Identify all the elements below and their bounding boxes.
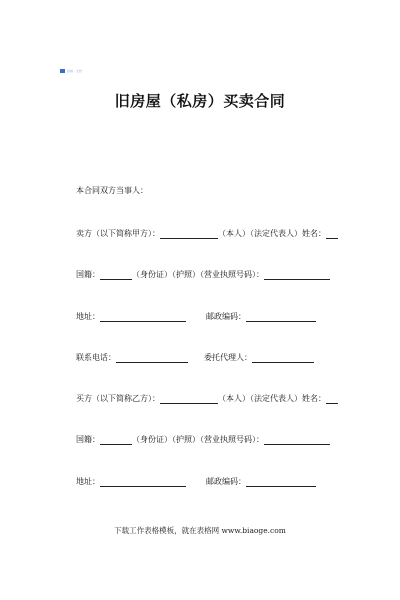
seller-name-blank[interactable]: [160, 230, 218, 239]
buyer-address-label: 地址：: [76, 477, 100, 486]
intro-line: [76, 186, 148, 196]
seller-address-line: [76, 312, 316, 322]
buyer-suffix: （本人）（法定代表人）姓名：: [218, 394, 326, 403]
buyer-rep-name-blank[interactable]: [326, 395, 338, 404]
seller-address-blank[interactable]: [100, 313, 186, 322]
page-footer: 下载工作表格模板，就在表格网 www.biaoge.com: [114, 526, 286, 535]
seller-postcode-label: 邮政编码：: [206, 312, 246, 321]
seller-id-line: [76, 270, 330, 280]
seller-agent-blank[interactable]: [252, 354, 314, 363]
seller-agent-label: 委托代理人：: [204, 353, 252, 362]
seller-phone-blank[interactable]: [116, 354, 188, 363]
seller-postcode-blank[interactable]: [246, 313, 316, 322]
seller-label: 卖方（以下简称甲方）：: [76, 229, 160, 238]
buyer-address-line: [76, 477, 316, 487]
buyer-id-line: [76, 435, 330, 445]
seller-address-label: 地址：: [76, 312, 100, 321]
buyer-name-blank[interactable]: [160, 395, 218, 404]
buyer-nationality-label: 国籍：: [76, 435, 100, 444]
seller-phone-label: 联系电话：: [76, 353, 116, 362]
seller-nationality-label: 国籍：: [76, 270, 100, 279]
intro-text: 本合同双方当事人：: [76, 186, 148, 195]
seller-line: [76, 229, 338, 239]
buyer-nationality-blank[interactable]: [100, 436, 132, 445]
buyer-address-blank[interactable]: [100, 478, 186, 487]
seller-nationality-blank[interactable]: [100, 271, 132, 280]
seller-contact-line: [76, 353, 314, 363]
document-title: 旧房屋（私房）买卖合同: [114, 92, 286, 110]
logo: [60, 68, 82, 74]
seller-id-types: （身份证）（护照）（营业执照号码）：: [132, 270, 264, 279]
seller-id-number-blank[interactable]: [264, 271, 330, 280]
buyer-postcode-blank[interactable]: [246, 478, 316, 487]
logo-text: 标格 · 文档: [67, 69, 82, 73]
logo-icon: [60, 69, 65, 73]
buyer-line: [76, 394, 338, 404]
buyer-label: 买方（以下简称乙方）：: [76, 394, 160, 403]
buyer-id-number-blank[interactable]: [264, 436, 330, 445]
seller-suffix: （本人）（法定代表人）姓名：: [218, 229, 326, 238]
buyer-postcode-label: 邮政编码：: [206, 477, 246, 486]
buyer-id-types: （身份证）（护照）（营业执照号码）：: [132, 435, 264, 444]
seller-rep-name-blank[interactable]: [326, 230, 338, 239]
